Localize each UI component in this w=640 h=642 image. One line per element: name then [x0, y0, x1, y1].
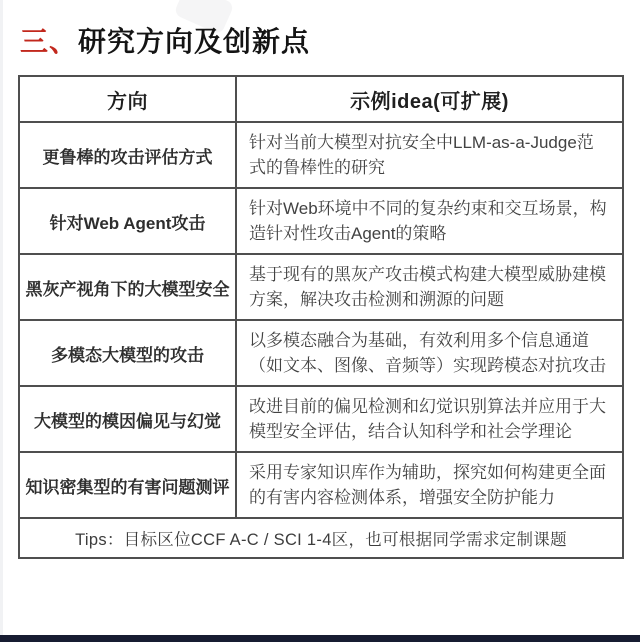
- column-header-direction: 方向: [19, 76, 236, 122]
- direction-cell: 黑灰产视角下的大模型安全: [19, 254, 236, 320]
- title-number-prefix: 三、: [20, 26, 79, 57]
- research-directions-table: [18, 75, 624, 559]
- direction-cell: 针对Web Agent攻击: [19, 188, 236, 254]
- column-header-idea: 示例idea(可扩展): [236, 76, 623, 122]
- table-row: [19, 320, 623, 386]
- idea-cell: 针对Web环境中不同的复杂约束和交互场景，构造针对性攻击Agent的策略: [236, 188, 623, 254]
- idea-cell: 采用专家知识库作为辅助，探究如何构建更全面的有害内容检测体系，增强安全防护能力: [236, 452, 623, 518]
- idea-cell: 针对当前大模型对抗安全中LLM-as-a-Judge范式的鲁棒性的研究: [236, 122, 623, 188]
- header-row: [19, 76, 623, 122]
- idea-cell: 基于现有的黑灰产攻击模式构建大模型威胁建模方案，解决攻击检测和溯源的问题: [236, 254, 623, 320]
- page-title: [20, 20, 310, 60]
- title-text: 研究方向及创新点: [78, 26, 311, 57]
- tips-note: Tips：目标区位CCF A-C / SCI 1-4区，也可根据同学需求定制课题: [19, 518, 623, 558]
- direction-cell: 大模型的模因偏见与幻觉: [19, 386, 236, 452]
- left-edge-strip: [0, 0, 3, 642]
- direction-cell: 多模态大模型的攻击: [19, 320, 236, 386]
- bottom-navy-bar: [0, 635, 640, 642]
- table-row: [19, 188, 623, 254]
- direction-cell: 知识密集型的有害问题测评: [19, 452, 236, 518]
- tips-row: [19, 518, 623, 558]
- table-row: [19, 452, 623, 518]
- table-row: [19, 122, 623, 188]
- table-row: [19, 386, 623, 452]
- table-row: [19, 254, 623, 320]
- idea-cell: 以多模态融合为基础，有效利用多个信息通道（如文本、图像、音频等）实现跨模态对抗攻击: [236, 320, 623, 386]
- direction-cell: 更鲁棒的攻击评估方式: [19, 122, 236, 188]
- idea-cell: 改进目前的偏见检测和幻觉识别算法并应用于大模型安全评估，结合认知科学和社会学理论: [236, 386, 623, 452]
